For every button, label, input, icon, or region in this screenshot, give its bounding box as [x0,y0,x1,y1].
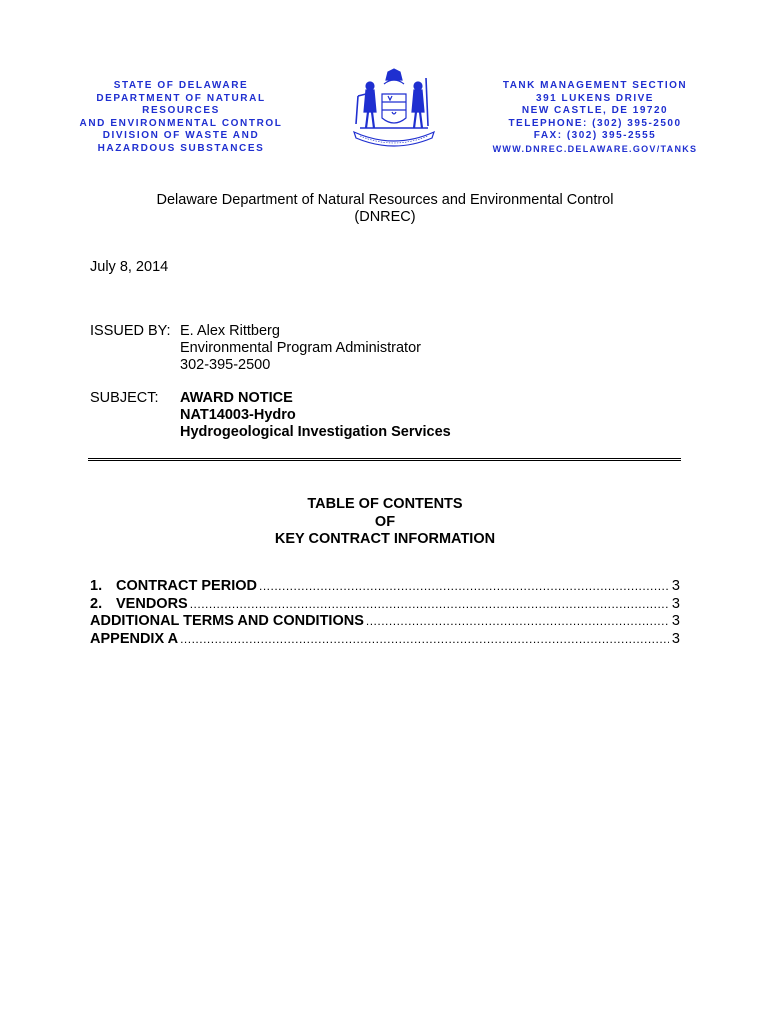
issuer-phone: 302-395-2500 [180,357,271,373]
document-date: July 8, 2014 [90,259,169,275]
letterhead-right-line: TELEPHONE: (302) 395-2500 [508,117,682,129]
subject-details [180,390,451,441]
toc-leader-dots [259,578,669,596]
toc-entry[interactable] [90,596,680,614]
toc-entry-page: 3 [671,630,680,647]
subject-line: NAT14003-Hydro [180,407,296,423]
toc-title-line: KEY CONTRACT INFORMATION [274,531,496,547]
subject-line: Hydrogeological Investigation Services [180,424,451,440]
agency-abbreviation: (DNREC) [354,209,416,225]
toc-title-line: TABLE OF CONTENTS [307,496,463,512]
letterhead-left-line: AND ENVIRONMENTAL CONTROL [79,117,283,129]
agency-name: Delaware Department of Natural Resources and Environmental Control [156,192,614,208]
letterhead-right-line: 391 LUKENS DRIVE [536,92,654,104]
letterhead-right [488,80,702,156]
toc-entry-label: ADDITIONAL TERMS AND CONDITIONS [90,613,364,629]
issued-by-details [180,323,421,374]
toc-entry[interactable] [90,613,680,631]
delaware-state-seal-icon [346,66,442,156]
toc-title-line: OF [374,513,396,530]
toc-entry-label: APPENDIX A [90,630,179,647]
letterhead-left-line: DIVISION OF WASTE AND [102,130,260,142]
letterhead-left-line: DEPARTMENT OF NATURAL RESOURCES [96,92,266,117]
letterhead-right-line: FAX: (302) 395-2555 [533,130,657,142]
toc-leader-dots [180,631,669,649]
subject-line: AWARD NOTICE [180,390,293,406]
toc-entry-page: 3 [671,595,680,612]
toc-entry-page: 3 [671,613,680,629]
toc-title [90,496,680,549]
issuer-name: E. Alex Rittberg [180,323,280,339]
toc-entry-page: 3 [671,578,680,594]
toc-entry-number: 1. [90,578,103,594]
issued-by-label: ISSUED BY: [90,323,171,339]
table-of-contents [90,578,680,648]
letterhead-left-line: STATE OF DELAWARE [113,80,249,91]
letterhead-website: WWW.DNREC.DELAWARE.GOV/TANKS [492,143,698,154]
toc-leader-dots [190,596,669,614]
letterhead-left-line: HAZARDOUS SUBSTANCES [97,142,265,154]
letterhead-right-line: TANK MANAGEMENT SECTION [502,80,688,91]
letterhead-left [56,80,306,156]
toc-entry[interactable] [90,631,680,649]
agency-heading [90,192,680,226]
toc-entry-number: 2. [90,595,103,612]
toc-entry-label: CONTRACT PERIOD [116,578,257,594]
subject-label: SUBJECT: [90,390,159,406]
letterhead-right-line: NEW CASTLE, DE 19720 [521,105,669,117]
toc-entry[interactable] [90,578,680,596]
toc-entry-label: VENDORS [116,595,188,612]
section-divider [88,458,681,461]
toc-leader-dots [366,613,669,631]
issuer-title: Environmental Program Administrator [180,340,421,356]
